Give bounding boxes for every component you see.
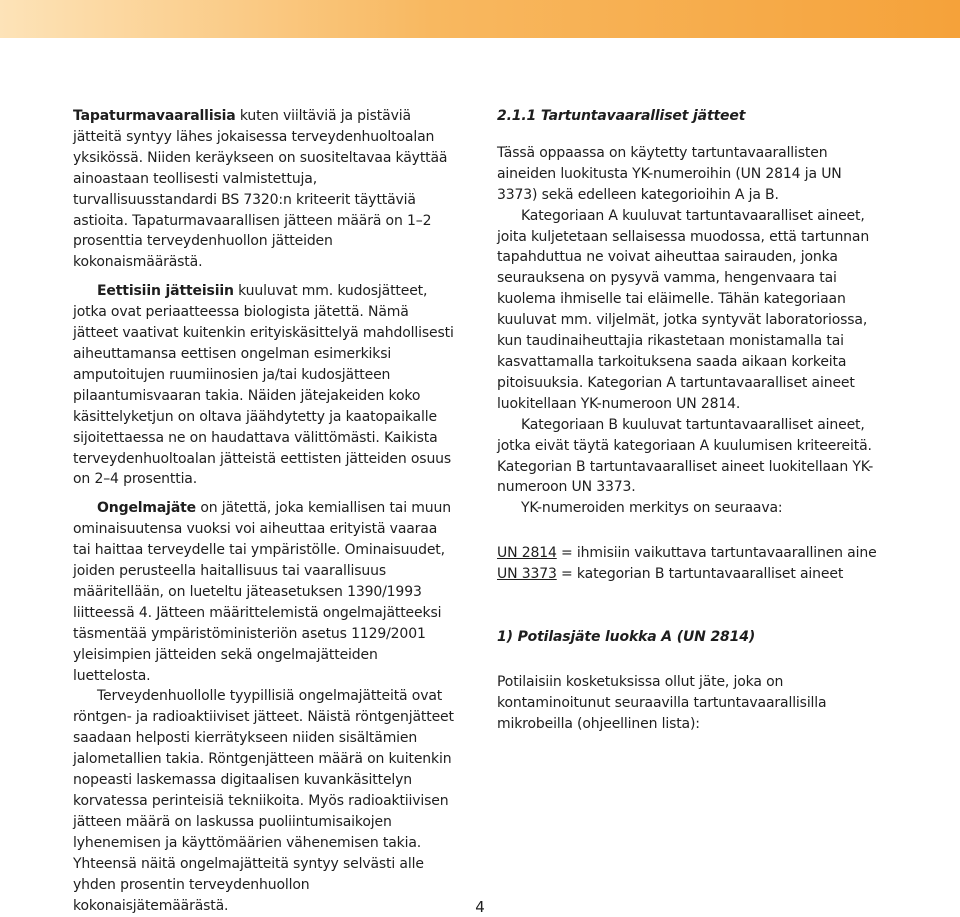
- term-tapaturmavaaralliset: Tapaturmavaarallisia: [73, 108, 236, 124]
- term-ongelmajate: Ongelmajäte: [97, 500, 197, 517]
- paragraph-un-meaning: YK-numeroiden merkitys on seuraava:: [521, 500, 783, 517]
- paragraph-text: kuuluvat mm. kudosjätteet, jotka ovat periaatteessa biologista jätettä. Nämä jätteet vaativat kuitenkin erityiskäsittelyä mahdollisesti aiheuttamansa eettisen ongelman esimerkiksi amputoitujen ruumiinosien ja/tai kudosjätteen pilaantumisvaaran takia. Näiden jätejakeiden koko käsittelyketjun on oltava jäähdytetty ja kaatopaikalle sijoitettaessa ne on haudattava välittömästi. Kaikista terveydenhuoltoalan jätteistä eettisten jätteiden osuus on 2–4 prosenttia.: [73, 283, 454, 488]
- paragraph-category-b: Kategoriaan B kuuluvat tartuntavaaralliset aineet, jotka eivät täytä kategoriaan A kuulumisen kriteereitä. Kategorian B tartuntavaaralliset aineet luokitellaan YK-numeroon UN 3373.: [497, 416, 874, 496]
- page-number: 4: [475, 898, 485, 916]
- left-column: [73, 106, 458, 916]
- un-definition-3373: [497, 564, 882, 585]
- un-text-2814: = ihmisiin vaikuttava tartuntavaarallinen aine: [556, 545, 877, 562]
- paragraph-potilasjate: Potilaisiin kosketuksissa ollut jäte, joka on kontaminoitunut seuraavilla tartuntavaarallisilla mikrobeilla (ohjeellinen lista):: [497, 673, 827, 732]
- header-banner: [0, 0, 960, 38]
- un-code-2814: UN 2814: [497, 545, 557, 562]
- un-text-3373: = kategorian B tartuntavaaralliset aineet: [556, 566, 844, 583]
- paragraph-text: kuten viiltäviä ja pistäviä jätteitä syntyy lähes jokaisessa terveydenhuoltoalan yksikössä. Niiden keräykseen on suositeltavaa käyttää ainoastaan teollisesti valmistettuja, turvallisuusstandardi BS 7320:n kriteerit täyttäviä astioita. Tapaturmavaarallisen jätteen määrä on 1–2 prosenttia terveydenhuollon jätteiden kokonaismäärästä.: [73, 108, 448, 271]
- un-code-3373: UN 3373: [497, 566, 557, 583]
- paragraph-ongelmajate: [73, 498, 458, 686]
- term-eettiset: Eettisiin jätteisiin: [97, 283, 234, 300]
- paragraph-category-a: Kategoriaan A kuuluvat tartuntavaaralliset aineet, joita kuljetetaan sellaisessa muodossa, että tartunnan tapahduttua ne voivat aiheuttaa sairauden, jonka seurauksena on pysyvä vamma, hengenvaara tai kuolema ihmiselle tai eläimelle. Tähän kategoriaan kuuluvat mm. viljelmät, jotka syntyvät laboratoriossa, kun taudinaiheuttajia rikastetaan monistamalla tai kasvattamalla tarkoituksena saada aikaan korkeita pitoisuuksia. Kategorian A tartuntavaaralliset aineet luokitellaan YK-numeroon UN 2814.: [497, 207, 870, 412]
- un-definition-2814: [497, 543, 882, 564]
- section-heading: 2.1.1 Tartuntavaaralliset jätteet: [497, 108, 746, 124]
- subheading-potilasjate: 1) Potilasjäte luokka A (UN 2814): [497, 629, 756, 646]
- paragraph-intro: Tässä oppaassa on käytetty tartuntavaarallisten aineiden luokitusta YK-numeroihin (UN 2814 ja UN 3373) sekä edelleen kategorioihin A ja B.: [497, 144, 842, 203]
- paragraph-rontgen: Terveydenhuollolle tyypillisiä ongelmajätteitä ovat röntgen- ja radioaktiiviset jätteet. Näistä röntgenjätteet saadaan helposti kierrätykseen niiden sisältämien jalometallien takia. Röntgenjätteen määrä on kuitenkin nopeasti laskemassa digitaalisen kuvankäsittelyn korvatessa perinteisiä tekniikoita. Myös radioaktiivisen jätteen määrä on laskussa puoliintumisaikojen lyhenemisen ja käyttömäärien vähenemisen takia. Yhteensä näitä ongelmajätteitä syntyy selvästi alle yhden prosentin terveydenhuollon kokonaisjätemäärästä.: [73, 688, 454, 914]
- paragraph-tapaturmavaaralliset: [73, 106, 458, 273]
- right-column: [497, 106, 882, 735]
- paragraph-eettiset: [73, 281, 458, 490]
- paragraph-text: on jätettä, joka kemiallisen tai muun ominaisuutensa vuoksi voi aiheuttaa erityistä vaaraa tai haittaa terveydelle tai ympäristölle. Ominaisuudet, joiden perusteella haitallisuus tai vaarallisuus määritellään, on lueteltu jäteasetuksen 1390/1993 liitteessä 4. Jätteen määrittelemistä ongelmajätteeksi täsmentää ympäristöministeriön asetus 1129/2001 yleisimpien jätteiden sekä ongelmajätteiden luettelosta.: [73, 500, 451, 684]
